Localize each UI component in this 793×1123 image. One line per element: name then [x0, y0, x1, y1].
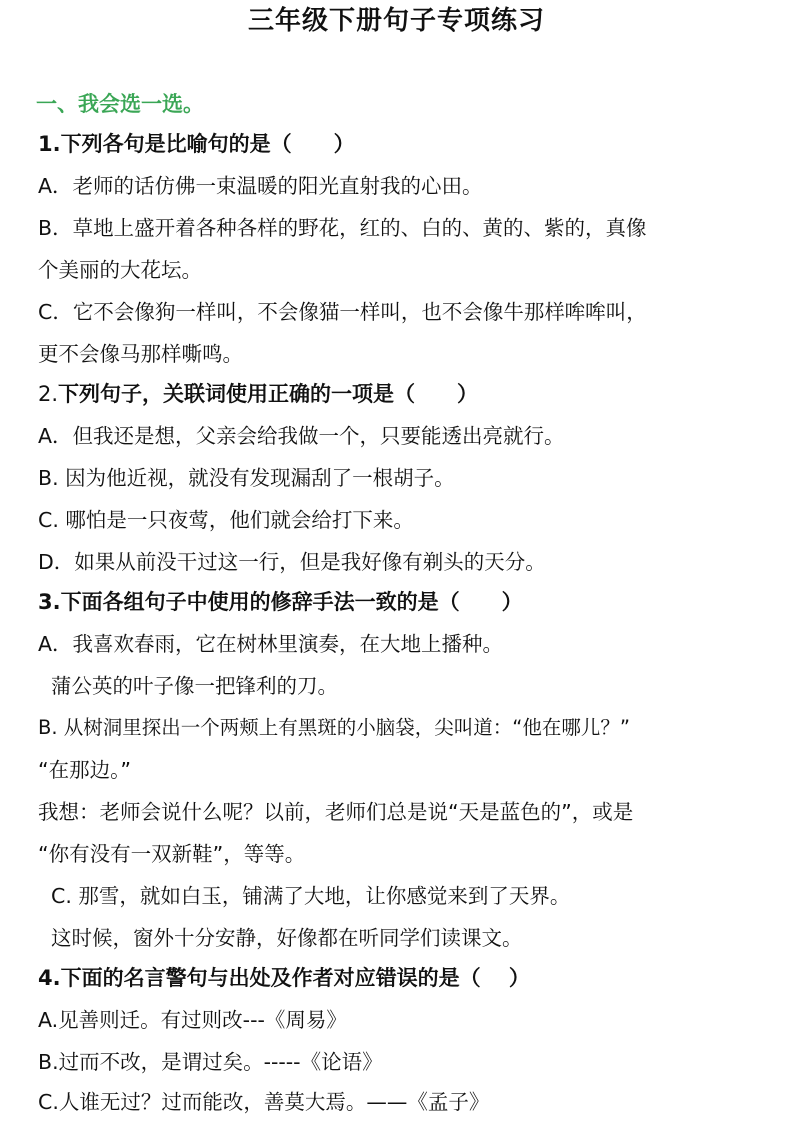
- question-1-option-continued: 更不会像马那样嘶鸣。: [38, 342, 243, 366]
- question-1-option: A．老师的话仿佛一束温暖的阳光直射我的心田。: [38, 174, 483, 198]
- question-3-option-continued: “你有没有一双新鞋”，等等。: [38, 842, 306, 866]
- question-4-option: A.见善则迁。有过则改---《周易》: [38, 1008, 347, 1032]
- question-3-option-continued: 这时候，窗外十分安静，好像都在听同学们读课文。: [38, 926, 523, 950]
- question-1-prompt: 1.下列各句是比喻句的是（ ）: [38, 132, 355, 156]
- question-4-option: B.过而不改，是谓过矣。-----《论语》: [38, 1050, 383, 1074]
- question-2-option: C. 哪怕是一只夜莺，他们就会给打下来。: [38, 508, 414, 532]
- question-1-option: C．它不会像狗一样叫，不会像猫一样叫，也不会像牛那样哞哞叫，: [38, 300, 647, 324]
- question-3-option-continued: 我想：老师会说什么呢？以前，老师们总是说“天是蓝色的”，或是: [38, 800, 634, 824]
- question-2-option: D．如果从前没干过这一行，但是我好像有剃头的天分。: [38, 550, 546, 574]
- question-4-prompt: 4.下面的名言警句与出处及作者对应错误的是（ ）: [38, 966, 530, 990]
- question-3-option: C. 那雪，就如白玉，铺满了大地，让你感觉来到了天界。: [38, 884, 571, 908]
- section-heading: 一、我会选一选。: [36, 92, 204, 116]
- question-3-option: B. 从树洞里探出一个两颊上有黑斑的小脑袋，尖叫道：“他在哪儿？”: [38, 716, 630, 739]
- question-3-option: A．我喜欢春雨，它在树林里演奏，在大地上播种。: [38, 632, 504, 656]
- question-2-text: 下列句子，关联词使用正确的一项是（ ）: [58, 382, 479, 406]
- question-2-option: B. 因为他近视，就没有发现漏刮了一根胡子。: [38, 466, 455, 490]
- question-2-number: 2.: [38, 382, 59, 406]
- question-2-option: A．但我还是想，父亲会给我做一个，只要能透出亮就行。: [38, 424, 565, 448]
- question-4-option: C.人谁无过？过而能改，善莫大焉。——《孟子》: [38, 1090, 490, 1114]
- question-3-option-continued: 蒲公英的叶子像一把锋利的刀。: [38, 674, 339, 698]
- question-1-option: B．草地上盛开着各种各样的野花，红的、白的、黄的、紫的，真像: [38, 216, 647, 240]
- question-1-option-continued: 个美丽的大花坛。: [38, 258, 202, 282]
- question-3-option-continued: “在那边。”: [38, 758, 131, 782]
- page-title: 三年级下册句子专项练习: [247, 6, 545, 36]
- question-3-prompt: 3.下面各组句子中使用的修辞手法一致的是（ ）: [38, 590, 523, 614]
- question-2-prompt: [38, 373, 478, 415]
